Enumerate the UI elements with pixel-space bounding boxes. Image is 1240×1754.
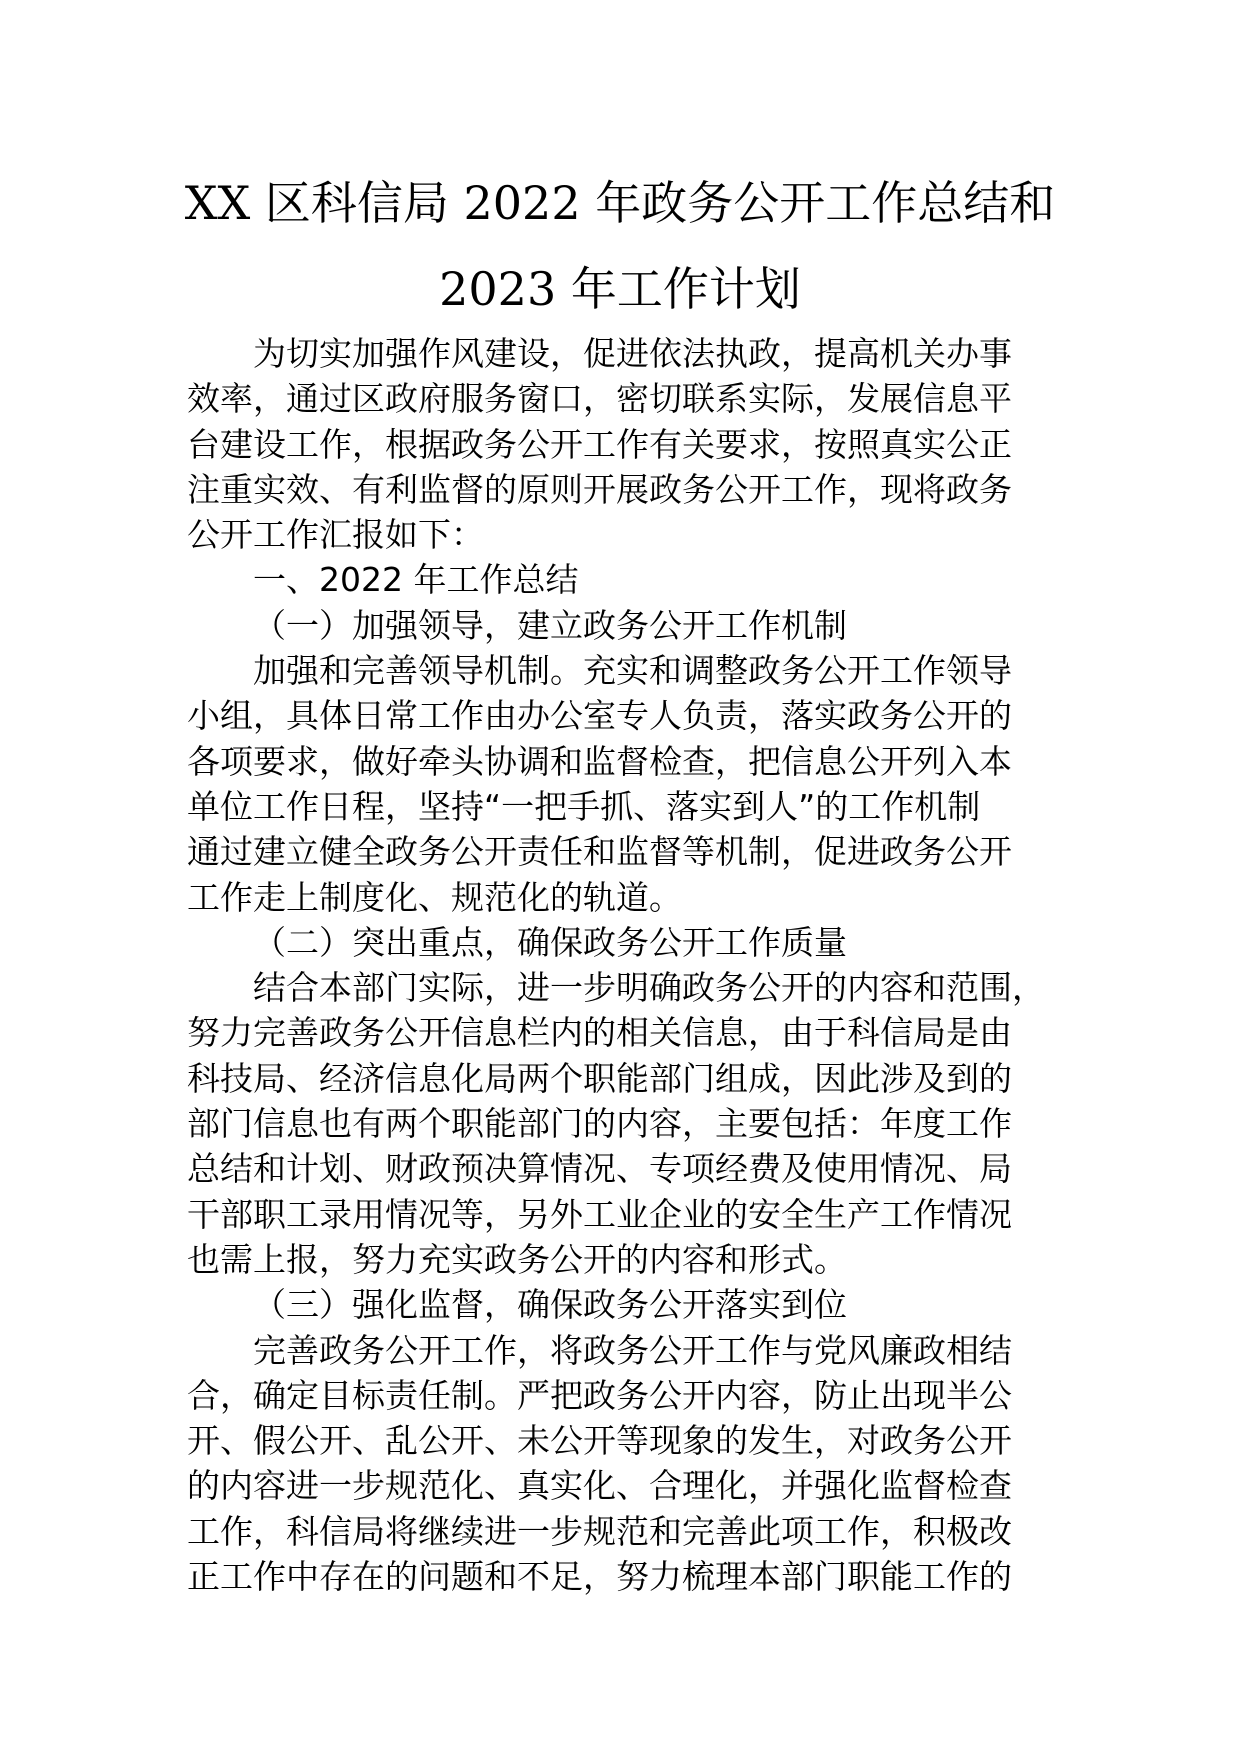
body-line: 台建设工作，根据政务公开工作有关要求，按照真实公正 — [187, 424, 1012, 464]
body-line: 科技局、经济信息化局两个职能部门组成，因此涉及到的 — [187, 1058, 1012, 1098]
body-line: 公开工作汇报如下： — [187, 515, 484, 555]
title-line-2: 2023 年工作计划 — [439, 262, 801, 316]
body-line: 加强和完善领导机制。充实和调整政务公开工作领导 — [253, 651, 1012, 691]
body-line: 也需上报，努力充实政务公开的内容和形式。 — [187, 1239, 847, 1279]
body-line: （一）加强领导，建立政务公开工作机制 — [253, 605, 847, 645]
document-title — [150, 160, 1090, 332]
body-line: 完善政务公开工作，将政务公开工作与党风廉政相结 — [253, 1330, 1012, 1370]
body-line: 工作，科信局将继续进一步规范和完善此项工作，积极改 — [187, 1511, 1012, 1551]
body-line: 小组，具体日常工作由办公室专人负责，落实政务公开的 — [187, 696, 1012, 736]
body-line: 一、2022 年工作总结 — [253, 560, 579, 600]
body-line: 开、假公开、乱公开、未公开等现象的发生，对政务公开 — [187, 1421, 1012, 1461]
body-line: 总结和计划、财政预决算情况、专项经费及使用情况、局 — [187, 1149, 1012, 1189]
body-line: （二）突出重点，确保政务公开工作质量 — [253, 922, 847, 962]
body-line: （三）强化监督，确保政务公开落实到位 — [253, 1285, 847, 1325]
body-line: 通过建立健全政务公开责任和监督等机制，促进政务公开 — [187, 832, 1012, 872]
body-line: 合，确定目标责任制。严把政务公开内容，防止出现半公 — [187, 1375, 1012, 1415]
body-line: 部门信息也有两个职能部门的内容，主要包括：年度工作 — [187, 1104, 1012, 1144]
body-line: 为切实加强作风建设，促进依法执政，提高机关办事 — [253, 334, 1012, 373]
body-line: 各项要求，做好牵头协调和监督检查，把信息公开列入本 — [187, 741, 1012, 781]
body-line: 结合本部门实际，进一步明确政务公开的内容和范围， — [253, 968, 1045, 1008]
body-line: 效率，通过区政府服务窗口，密切联系实际，发展信息平 — [187, 379, 1012, 419]
body-line: 单位工作日程，坚持“一把手抓、落实到人”的工作机制 — [187, 786, 981, 826]
title-line-1: XX 区科信局 2022 年政务公开工作总结和 — [184, 176, 1056, 230]
body-line: 注重实效、有利监督的原则开展政务公开工作，现将政务 — [187, 469, 1012, 509]
body-line: 的内容进一步规范化、真实化、合理化，并强化监督检查 — [187, 1466, 1012, 1506]
document-body — [187, 331, 1067, 1599]
body-line: 正工作中存在的问题和不足，努力梳理本部门职能工作的 — [187, 1557, 1012, 1597]
body-line: 工作走上制度化、规范化的轨道。 — [187, 877, 682, 917]
body-line: 干部职工录用情况等，另外工业企业的安全生产工作情况 — [187, 1194, 1012, 1234]
body-line: 努力完善政务公开信息栏内的相关信息，由于科信局是由 — [187, 1013, 1012, 1053]
